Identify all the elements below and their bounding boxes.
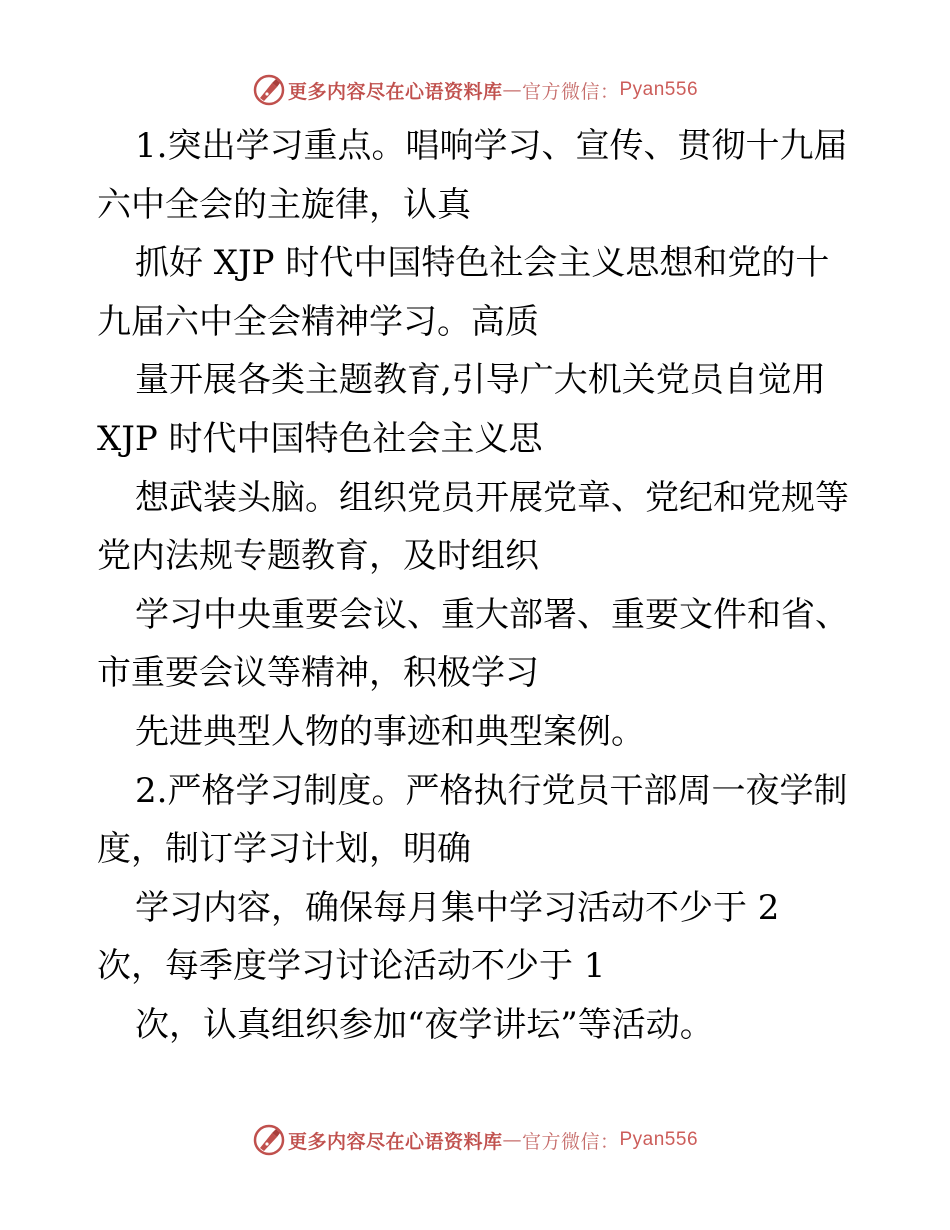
watermark-dash: —	[502, 1129, 522, 1151]
watermark-dash: —	[502, 79, 522, 101]
watermark-handle: Pyan556	[619, 1129, 699, 1150]
watermark-sub-text: 官方微信：	[521, 80, 620, 103]
text-line: 次，每季度学习讨论活动不少于 1	[97, 946, 606, 987]
text-line: XJP 时代中国特色社会主义思	[97, 418, 543, 459]
text-line: 先进典型人物的事迹和典型案例。	[135, 711, 645, 752]
text-line: 次，认真组织参加“夜学讲坛”等活动。	[135, 1004, 714, 1045]
pen-nib-logo-icon	[252, 1123, 286, 1157]
text-line: 九届六中全会精神学习。高质	[97, 301, 539, 342]
watermark-main-text: 更多内容尽在心语资料库	[287, 80, 503, 103]
text-line: 六中全会的主旋律，认真	[97, 184, 471, 225]
text-line: 2.严格学习制度。严格执行党员干部周一夜学制	[135, 770, 848, 811]
body-text	[97, 117, 857, 1055]
text-line: 学习内容，确保每月集中学习活动不少于 2	[135, 887, 780, 928]
text-line: 抓好 XJP 时代中国特色社会主义思想和党的十	[135, 243, 830, 284]
text-line: 市重要会议等精神，积极学习	[97, 653, 539, 694]
footer-watermark	[0, 1120, 950, 1160]
text-line: 1.突出学习重点。唱响学习、宣传、贯彻十九届	[135, 126, 848, 166]
text-line: 度，制订学习计划，明确	[97, 829, 471, 870]
text-line: 想武装头脑。组织党员开展党章、党纪和党规等	[135, 477, 849, 518]
text-line: 学习中央重要会议、重大部署、重要文件和省、	[135, 594, 849, 635]
watermark-sub-text: 官方微信：	[521, 1130, 620, 1153]
watermark-main-text: 更多内容尽在心语资料库	[287, 1130, 503, 1153]
text-line: 量开展各类主题教育,引导广大机关党员自觉用	[135, 360, 826, 401]
header-watermark	[0, 70, 950, 110]
text-line: 党内法规专题教育，及时组织	[97, 536, 539, 577]
pen-nib-logo-icon	[252, 73, 286, 107]
watermark-handle: Pyan556	[619, 79, 699, 100]
